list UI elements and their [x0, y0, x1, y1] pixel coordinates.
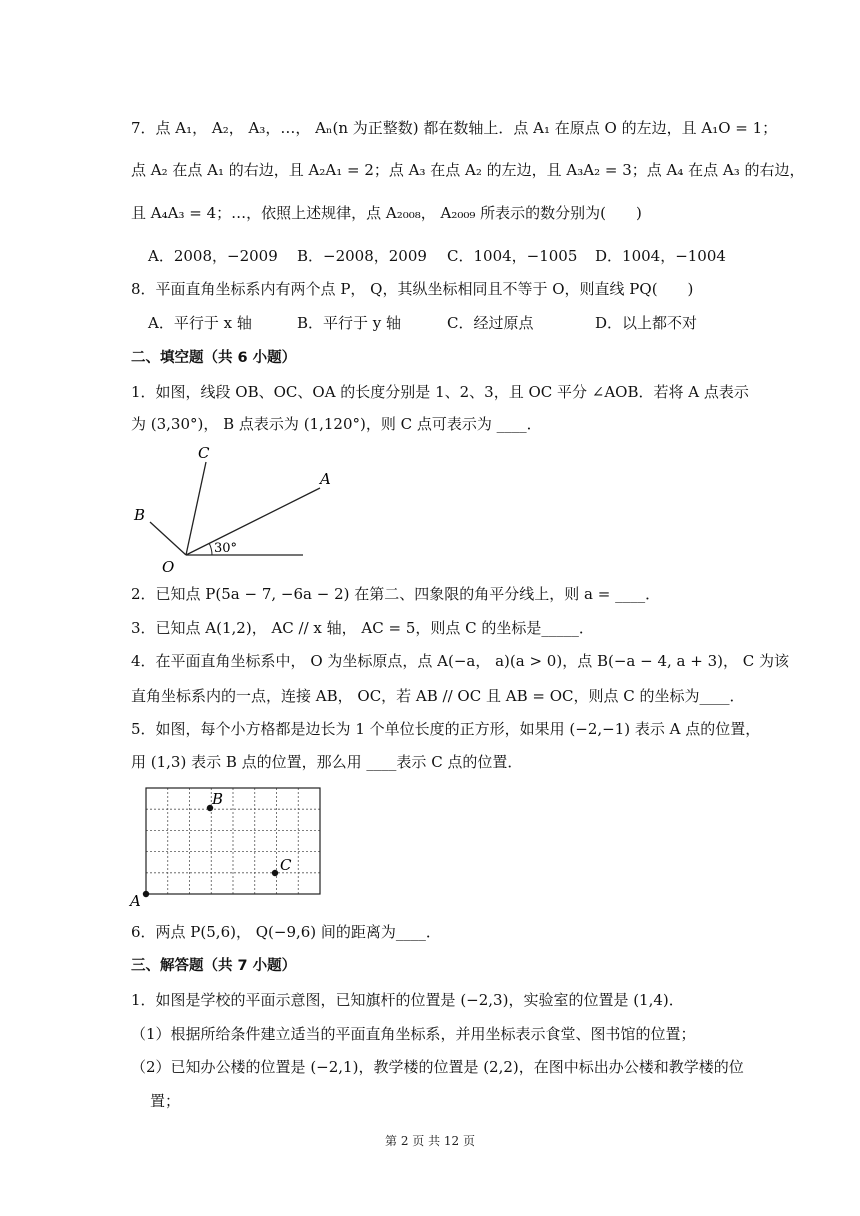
s2-q2: 2．已知点 P(5a − 7, −6a − 2) 在第二、四象限的角平分线上，则 a = ____．	[131, 585, 661, 603]
s2-q4-line-1: 4．在平面直角坐标系中， O 为坐标原点，点 A(−a， a)(a > 0)，点 B(−a − 4, a + 3)， C 为该	[131, 652, 789, 670]
section-3-title: 三、解答题（共 7 小题）	[131, 958, 297, 974]
point-a	[143, 891, 149, 897]
s2-q6: 6．两点 P(5,6)， Q(−9,6) 间的距离为____．	[131, 923, 441, 941]
section-2-title: 二、填空题（共 6 小题）	[131, 350, 297, 366]
q7-option-c: C．1004，−1005	[447, 247, 578, 265]
q7-option-b: B．−2008，2009	[297, 247, 427, 265]
s2-q4-line-2: 直角坐标系内的一点，连接 AB， OC，若 AB // OC 且 AB = OC，则点 C 的坐标为____．	[131, 687, 745, 705]
q8-option-b: B．平行于 y 轴	[297, 314, 402, 332]
s2-q1-line-1: 1．如图，线段 OB、OC、OA 的长度分别是 1、2、3，且 OC 平分 ∠AOB．若将 A 点表示	[131, 383, 749, 401]
s2-q5-line-2: 用 (1,3) 表示 B 点的位置，那么用 ____表示 C 点的位置．	[131, 753, 523, 771]
s3-sub-2-line-1: （2）已知办公楼的位置是 (−2,1)，教学楼的位置是 (2,2)，在图中标出办公楼和教学楼的位	[131, 1058, 744, 1076]
fig1-label-o: O	[162, 558, 175, 576]
s3-sub-1: （1）根据所给条件建立适当的平面直角坐标系，并用坐标表示食堂、图书馆的位置；	[131, 1025, 696, 1043]
page-footer: 第 2 页 共 12 页	[385, 1134, 475, 1148]
s3-q1: 1．如图是学校的平面示意图，已知旗杆的位置是 (−2,3)，实验室的位置是 (1,4)．	[131, 991, 684, 1009]
fig1-label-a: A	[320, 470, 331, 488]
fig2-label-a: A	[130, 892, 141, 910]
fig1-label-c: C	[198, 444, 210, 462]
q7-option-d: D．1004，−1004	[595, 247, 726, 265]
fig2-label-b: B	[212, 790, 224, 808]
s3-sub-2-line-2: 置；	[150, 1092, 181, 1110]
q7-option-a: A．2008，−2009	[148, 247, 278, 265]
s2-q3: 3．已知点 A(1,2)， AC // x 轴， AC = 5，则点 C 的坐标是_____．	[131, 619, 594, 637]
q8-option-a: A．平行于 x 轴	[148, 314, 252, 332]
point-c	[272, 870, 278, 876]
q8-line-1: 8．平面直角坐标系内有两个点 P， Q，其纵坐标相同且不等于 O，则直线 PQ( )	[131, 280, 694, 298]
q7-line-1: 7．点 A₁， A₂， A₃，…， Aₙ(n 为正整数) 都在数轴上．点 A₁ 在原点 O 的左边，且 A₁O = 1；	[131, 119, 778, 137]
q7-line-2: 点 A₂ 在点 A₁ 的右边，且 A₂A₁ = 2；点 A₃ 在点 A₂ 的左边，且 A₃A₂ = 3；点 A₄ 在点 A₃ 的右边，	[131, 161, 805, 179]
q7-line-3: 且 A₄A₃ = 4；…，依照上述规律，点 A₂₀₀₈， A₂₀₀₉ 所表示的数分别为( )	[131, 204, 642, 222]
q8-option-c: C．经过原点	[447, 314, 534, 332]
q8-option-d: D．以上都不对	[595, 314, 698, 332]
s2-q1-line-2: 为 (3,30°)， B 点表示为 (1,120°)，则 C 点可表示为 ____．	[131, 415, 542, 433]
fig1-angle-label: 30°	[214, 541, 238, 556]
angle-figure	[128, 440, 331, 576]
grid-figure	[128, 782, 328, 910]
fig1-label-b: B	[134, 506, 146, 524]
s2-q5-line-1: 5．如图，每个小方格都是边长为 1 个单位长度的正方形，如果用 (−2,−1) 表示 A 点的位置，	[131, 720, 761, 738]
fig2-label-c: C	[280, 856, 292, 874]
